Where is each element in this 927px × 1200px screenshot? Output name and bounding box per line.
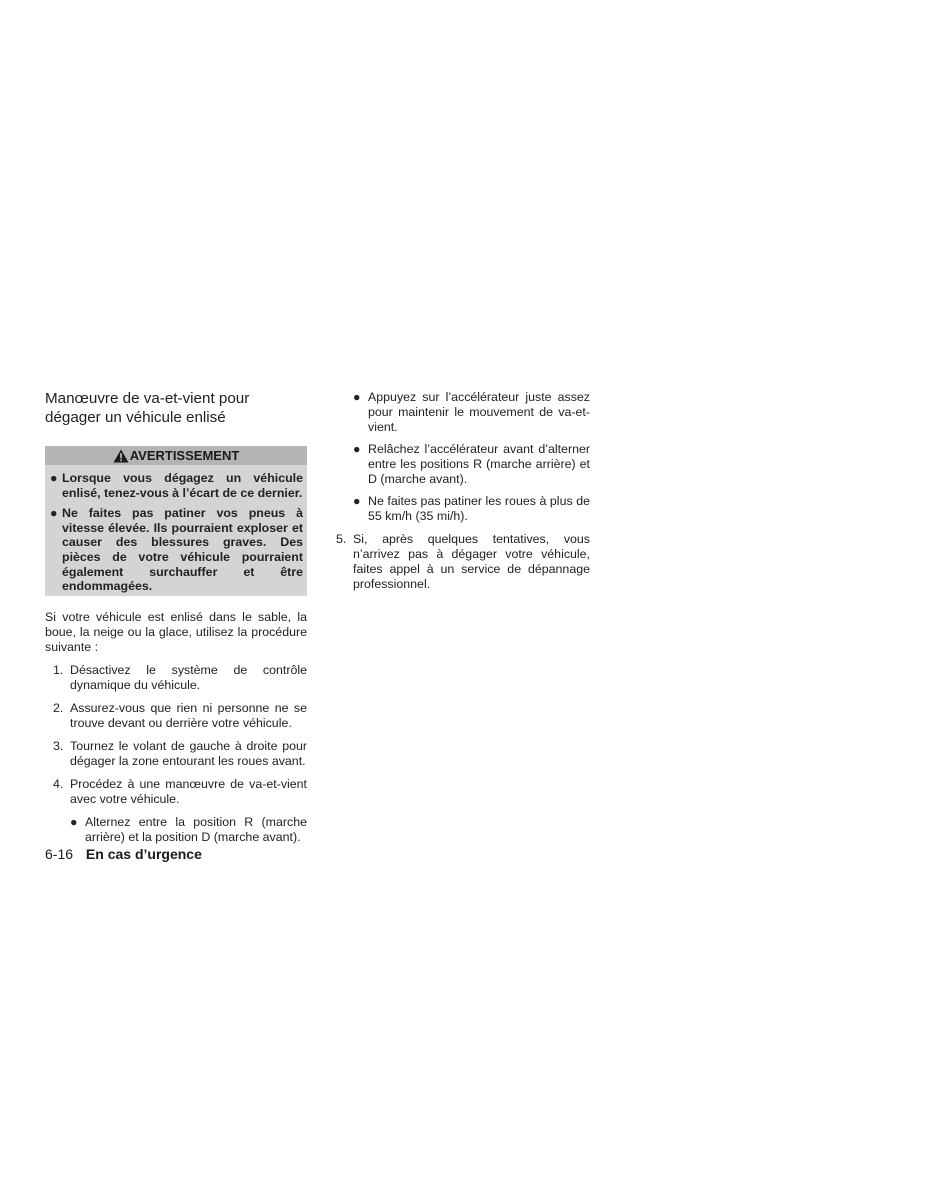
step-bullet	[45, 815, 307, 845]
bullet-icon: ●	[353, 494, 361, 508]
intro-paragraph: Si votre véhicule est enlisé dans le sable, la boue, la neige ou la glace, utilisez la procédure suivante :	[45, 609, 307, 654]
step-bullet-text: Relâchez l’accélérateur avant d’alterner entre les positions R (marche arrière) et D (marche avant).	[368, 442, 590, 486]
step-bullet	[336, 494, 590, 524]
step-bullet-text: Appuyez sur l’accélérateur juste assez pour maintenir le mouvement de va-et-vient.	[368, 390, 590, 434]
step-number: 1.	[53, 662, 64, 677]
step-bullet-text: Ne faites pas patiner les roues à plus de 55 km/h (35 mi/h).	[368, 494, 590, 523]
warning-title: AVERTISSEMENT	[129, 448, 240, 463]
bullet-icon: ●	[50, 506, 58, 521]
warning-item	[45, 506, 307, 594]
bullet-icon: ●	[50, 471, 58, 485]
step-item	[336, 532, 590, 592]
step-item	[45, 739, 307, 769]
step-text: Si, après quelques tentatives, vous n’arrivez pas à dégager votre véhicule, faites appel à un service de dépannage professionnel.	[353, 532, 590, 591]
warning-item	[45, 471, 307, 500]
step-bullet-text: Alternez entre la position R (marche arrière) et la position D (marche avant).	[85, 814, 307, 844]
step-text: Désactivez le système de contrôle dynamique du véhicule.	[70, 662, 307, 692]
section-title: Manœuvre de va-et-vient pour dégager un véhicule enlisé	[45, 390, 250, 426]
step-item	[45, 777, 307, 807]
bullet-icon: ●	[70, 814, 78, 829]
step-bullet	[336, 442, 590, 487]
warning-item-text: Lorsque vous dégagez un véhicule enlisé, tenez-vous à l’écart de ce dernier.	[62, 471, 303, 500]
bullet-icon: ●	[353, 442, 361, 456]
chapter-title: En cas d’urgence	[85, 846, 202, 862]
step-item	[45, 701, 307, 731]
warning-header	[45, 446, 307, 465]
step-number: 3.	[53, 738, 64, 753]
left-column	[45, 390, 307, 845]
warning-item-text: Ne faites pas patiner vos pneus à vitesse élevée. Ils pourraient exploser et causer des blessures graves. Des pièces de votre véhicule pourraient également surchauffer et être endommagées.	[62, 506, 303, 594]
step-number: 2.	[53, 700, 64, 715]
page-number: 6-16	[45, 846, 74, 862]
step-text: Tournez le volant de gauche à droite pour dégager la zone entourant les roues avant.	[70, 738, 307, 768]
step-text: Procédez à une manœuvre de va-et-vient avec votre véhicule.	[70, 776, 307, 806]
step-text: Assurez-vous que rien ni personne ne se trouve devant ou derrière votre véhicule.	[70, 700, 307, 730]
warning-box	[45, 446, 307, 596]
page-footer	[45, 846, 202, 863]
step-number: 4.	[53, 776, 64, 791]
bullet-icon: ●	[353, 390, 361, 404]
step-bullet	[336, 390, 590, 435]
step-number: 5.	[336, 532, 347, 546]
right-column	[336, 390, 590, 592]
step-item	[45, 663, 307, 693]
warning-triangle-icon	[113, 449, 129, 463]
